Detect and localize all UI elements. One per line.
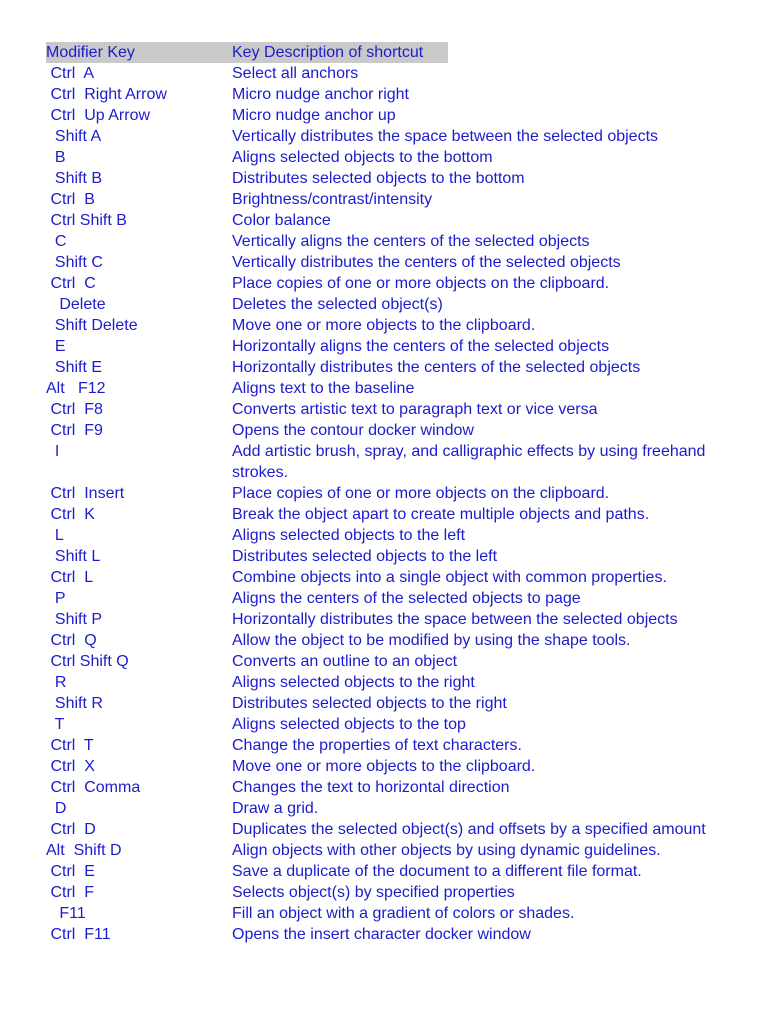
table-row bbox=[46, 546, 746, 567]
table-row bbox=[46, 147, 746, 168]
shortcut-description: Aligns selected objects to the bottom bbox=[232, 149, 493, 166]
table-row bbox=[46, 567, 746, 588]
table-row bbox=[46, 588, 746, 609]
shortcut-key: B bbox=[46, 149, 66, 166]
table-row bbox=[46, 504, 746, 525]
table-row bbox=[46, 735, 746, 756]
shortcut-description: Aligns selected objects to the top bbox=[232, 716, 466, 733]
shortcut-key: Ctrl Up Arrow bbox=[46, 107, 151, 124]
shortcut-description: Horizontally distributes the space between the selected objects bbox=[232, 611, 678, 628]
table-row bbox=[46, 315, 746, 336]
shortcut-key: Ctrl F bbox=[46, 884, 94, 901]
shortcut-description: Move one or more objects to the clipboard. bbox=[232, 758, 536, 775]
shortcut-description: Add artistic brush, spray, and calligraphic effects by using freehand strokes. bbox=[232, 443, 706, 481]
table-row bbox=[46, 840, 746, 861]
table-row bbox=[46, 714, 746, 735]
shortcut-key: Ctrl Insert bbox=[46, 485, 125, 502]
shortcut-description: Selects object(s) by specified properties bbox=[232, 884, 515, 901]
shortcut-key: Ctrl Comma bbox=[46, 779, 141, 796]
table-row bbox=[46, 483, 746, 504]
table-row bbox=[46, 105, 746, 126]
table-row bbox=[46, 357, 746, 378]
shortcut-key: F11 bbox=[46, 905, 86, 922]
shortcut-key: Ctrl Shift B bbox=[46, 212, 127, 229]
shortcut-description: Draw a grid. bbox=[232, 800, 319, 817]
shortcut-key: Ctrl F11 bbox=[46, 926, 111, 943]
table-row bbox=[46, 168, 746, 189]
table-body bbox=[46, 63, 746, 945]
shortcut-description: Duplicates the selected object(s) and offsets by a specified amount bbox=[232, 821, 706, 838]
table-row bbox=[46, 756, 746, 777]
shortcut-description: Deletes the selected object(s) bbox=[232, 296, 443, 313]
shortcut-key: P bbox=[46, 590, 66, 607]
shortcut-key: Ctrl X bbox=[46, 758, 95, 775]
table-row bbox=[46, 693, 746, 714]
table-row bbox=[46, 420, 746, 441]
table-row bbox=[46, 903, 746, 924]
table-row bbox=[46, 399, 746, 420]
shortcut-key: Ctrl Right Arrow bbox=[46, 86, 167, 103]
shortcut-description: Save a duplicate of the document to a different file format. bbox=[232, 863, 642, 880]
table-row bbox=[46, 525, 746, 546]
shortcut-key: Ctrl D bbox=[46, 821, 96, 838]
shortcut-description: Brightness/contrast/intensity bbox=[232, 191, 433, 208]
shortcut-description: Allow the object to be modified by using the shape tools. bbox=[232, 632, 631, 649]
table-row bbox=[46, 651, 746, 672]
shortcut-description: Combine objects into a single object with common properties. bbox=[232, 569, 667, 586]
shortcut-description: Place copies of one or more objects on the clipboard. bbox=[232, 275, 610, 292]
table-row bbox=[46, 189, 746, 210]
shortcut-description: Fill an object with a gradient of colors or shades. bbox=[232, 905, 575, 922]
table-row bbox=[46, 294, 746, 315]
shortcut-key: Ctrl A bbox=[46, 65, 95, 82]
shortcut-key: Ctrl K bbox=[46, 506, 95, 523]
shortcut-description: Converts an outline to an object bbox=[232, 653, 458, 670]
shortcut-key: Ctrl F8 bbox=[46, 401, 103, 418]
table-row bbox=[46, 84, 746, 105]
table-row bbox=[46, 777, 746, 798]
shortcut-description: Vertically distributes the space between the selected objects bbox=[232, 128, 659, 145]
shortcut-key: Ctrl E bbox=[46, 863, 95, 880]
shortcut-key: Ctrl C bbox=[46, 275, 96, 292]
shortcut-key: Ctrl B bbox=[46, 191, 95, 208]
shortcut-key: T bbox=[46, 716, 65, 733]
table-row bbox=[46, 378, 746, 399]
shortcut-description: Aligns selected objects to the left bbox=[232, 527, 466, 544]
shortcut-table bbox=[46, 42, 746, 945]
shortcut-description: Vertically aligns the centers of the selected objects bbox=[232, 233, 590, 250]
shortcut-description: Color balance bbox=[232, 212, 331, 229]
shortcut-key: Ctrl F9 bbox=[46, 422, 103, 439]
shortcut-description: Distributes selected objects to the right bbox=[232, 695, 507, 712]
shortcut-key: Shift L bbox=[46, 548, 101, 565]
shortcut-key: Ctrl Shift Q bbox=[46, 653, 129, 670]
shortcut-key: Alt F12 bbox=[46, 380, 106, 397]
shortcut-description: Select all anchors bbox=[232, 65, 359, 82]
header-modifier-key: Modifier Key bbox=[46, 42, 232, 63]
table-row bbox=[46, 819, 746, 840]
shortcut-key: Shift B bbox=[46, 170, 103, 187]
shortcut-key: Shift P bbox=[46, 611, 103, 628]
shortcut-key: D bbox=[46, 800, 67, 817]
shortcut-description: Change the properties of text characters. bbox=[232, 737, 522, 754]
table-row bbox=[46, 672, 746, 693]
shortcut-description: Distributes selected objects to the left bbox=[232, 548, 498, 565]
shortcut-description: Move one or more objects to the clipboard. bbox=[232, 317, 536, 334]
shortcut-description: Break the object apart to create multiple objects and paths. bbox=[232, 506, 650, 523]
table-row bbox=[46, 630, 746, 651]
shortcut-key: C bbox=[46, 233, 67, 250]
table-row bbox=[46, 210, 746, 231]
shortcut-description: Opens the contour docker window bbox=[232, 422, 474, 439]
table-row bbox=[46, 231, 746, 252]
shortcut-key: Shift C bbox=[46, 254, 103, 271]
table-row bbox=[46, 882, 746, 903]
table-row bbox=[46, 63, 746, 84]
shortcut-description: Distributes selected objects to the bottom bbox=[232, 170, 525, 187]
header-description: Key Description of shortcut bbox=[232, 42, 448, 63]
table-row bbox=[46, 336, 746, 357]
shortcut-key: Alt Shift D bbox=[46, 842, 122, 859]
shortcut-description: Place copies of one or more objects on the clipboard. bbox=[232, 485, 610, 502]
table-row bbox=[46, 861, 746, 882]
shortcut-key: Shift A bbox=[46, 128, 102, 145]
shortcut-description: Opens the insert character docker window bbox=[232, 926, 531, 943]
table-row bbox=[46, 252, 746, 273]
shortcut-description: Align objects with other objects by using dynamic guidelines. bbox=[232, 842, 661, 859]
shortcut-key: L bbox=[46, 527, 64, 544]
shortcut-key: Delete bbox=[46, 296, 106, 313]
shortcut-description: Micro nudge anchor right bbox=[232, 86, 409, 103]
shortcut-description: Changes the text to horizontal direction bbox=[232, 779, 510, 796]
shortcut-description: Vertically distributes the centers of the selected objects bbox=[232, 254, 621, 271]
shortcut-description: Converts artistic text to paragraph text or vice versa bbox=[232, 401, 598, 418]
table-row bbox=[46, 126, 746, 147]
table-row bbox=[46, 441, 746, 483]
shortcut-key: Ctrl T bbox=[46, 737, 94, 754]
shortcut-key: Ctrl Q bbox=[46, 632, 97, 649]
table-header bbox=[46, 42, 746, 63]
shortcut-description: Horizontally aligns the centers of the selected objects bbox=[232, 338, 610, 355]
table-row bbox=[46, 924, 746, 945]
table-row bbox=[46, 609, 746, 630]
table-row bbox=[46, 798, 746, 819]
shortcut-description: Aligns selected objects to the right bbox=[232, 674, 475, 691]
shortcut-key: Ctrl L bbox=[46, 569, 94, 586]
shortcut-description: Horizontally distributes the centers of the selected objects bbox=[232, 359, 641, 376]
table-row bbox=[46, 273, 746, 294]
shortcut-key: E bbox=[46, 338, 66, 355]
shortcut-key: R bbox=[46, 674, 67, 691]
shortcut-key: I bbox=[46, 443, 60, 460]
shortcut-description: Aligns the centers of the selected objects to page bbox=[232, 590, 581, 607]
shortcut-key: Shift R bbox=[46, 695, 103, 712]
shortcut-description: Aligns text to the baseline bbox=[232, 380, 415, 397]
shortcut-key: Shift E bbox=[46, 359, 103, 376]
shortcut-key: Shift Delete bbox=[46, 317, 138, 334]
shortcut-description: Micro nudge anchor up bbox=[232, 107, 396, 124]
